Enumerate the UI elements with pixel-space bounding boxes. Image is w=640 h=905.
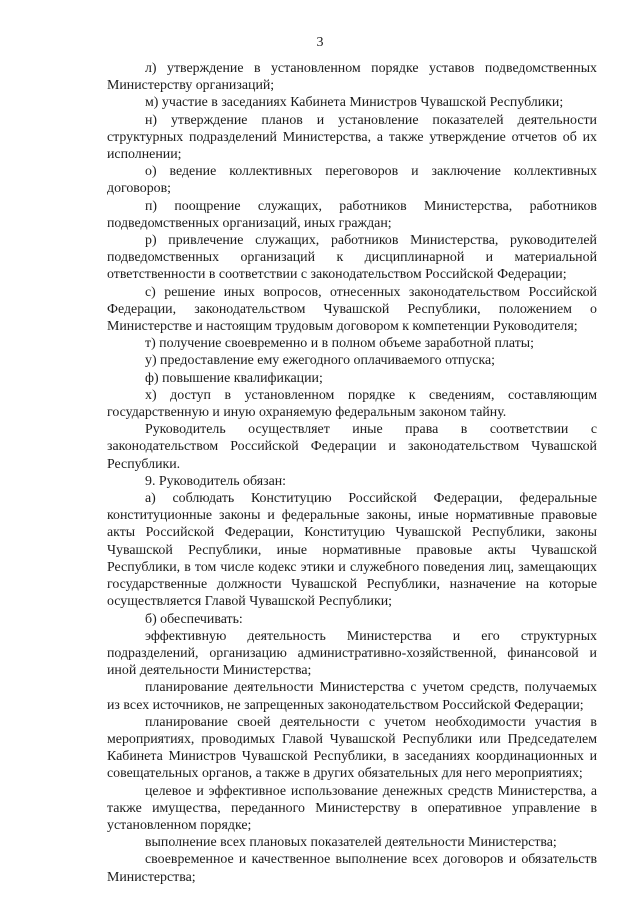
paragraph-duty-b: б) обеспечивать: (145, 611, 243, 627)
paragraph-duty-b-4: целевое и эффективное использование денежных средств Министерства, а также имущества, переданного Министерству в оперативное управление в установленном порядке; (107, 783, 597, 833)
paragraph-duty-b-2: планирование деятельности Министерства с учетом средств, получаемых из всех источников, не запрещенных законодательством Российской Федерации; (107, 680, 597, 713)
paragraph-item-l: л) утверждение в установленном порядке уставов подведомственных Министерству организаций; (107, 61, 597, 94)
paragraph-item-o: о) ведение коллективных переговоров и заключение коллективных договоров; (107, 164, 597, 197)
paragraph-duty-b-1: эффективную деятельность Министерства и его структурных подразделений, организацию административно-хозяйственной, финансовой и иной деятельности Министерства; (107, 628, 597, 679)
paragraph-duty-b-5: выполнение всех плановых показателей деятельности Министерства; (145, 835, 557, 851)
paragraph-duty-b-6: своевременное и качественное выполнение всех договоров и обязательств Министерства; (107, 852, 597, 885)
paragraph-duty-a: а) соблюдать Конституцию Российской Федерации, федеральные конституционные законы и федеральные законы, иные нормативные правовые акты Российской Федерации, Конституцию Чувашской Республики, законы Чувашской Республики, иные нормативные правовые акты Чувашской Республики, в том числе кодекс этики и служебного поведения лиц, замещающих государственные должности Чувашской Республики, назначение на которые осуществляется Главой Чувашской Республики; (107, 491, 597, 610)
paragraph-item-s: с) решение иных вопросов, отнесенных законодательством Российской Федерации, законодательством Чувашской Республики, положением о Министерстве и настоящим трудовым договором к компетенции Руководителя; (107, 284, 597, 335)
paragraph-duty-b-3: планирование своей деятельности с учетом необходимости участия в мероприятиях, проводимых Главой Чувашской Республики или Председателем Кабинета Министров Чувашской Республики, в заседаниях координационных и совещательных органов, а также в других обязательных для него мероприятиях; (107, 714, 597, 782)
document-body (107, 60, 597, 886)
paragraph-item-p: п) поощрение служащих, работников Министерства, работников подведомственных организаций, иных граждан; (107, 198, 597, 231)
paragraph-item-kh: х) доступ в установленном порядке к сведениям, составляющим государственную и иную охраняемую федеральным законом тайну. (107, 387, 597, 421)
paragraph-item-n: н) утверждение планов и установление показателей деятельности структурных подразделений Министерства, а также утверждение отчетов об их исполнении; (107, 112, 597, 163)
section-heading-9: 9. Руководитель обязан: (145, 473, 287, 489)
paragraph-other-rights: Руководитель осуществляет иные права в соответствии с законодательством Российской Федерации и законодательством Чувашской Республики. (107, 422, 597, 472)
paragraph-item-t: т) получение своевременно и в полном объеме заработной платы; (145, 336, 534, 352)
page-number: 3 (316, 35, 324, 50)
paragraph-item-u: у) предоставление ему ежегодного оплачиваемого отпуска; (145, 353, 496, 369)
paragraph-item-r: р) привлечение служащих, работников Министерства, руководителей подведомственных организаций к дисциплинарной и материальной ответственности в соответствии с законодательством Российской Федерации; (107, 233, 597, 283)
paragraph-item-f: ф) повышение квалификации; (145, 370, 323, 386)
paragraph-item-m: м) участие в заседаниях Кабинета Министров Чувашской Республики; (145, 95, 564, 111)
